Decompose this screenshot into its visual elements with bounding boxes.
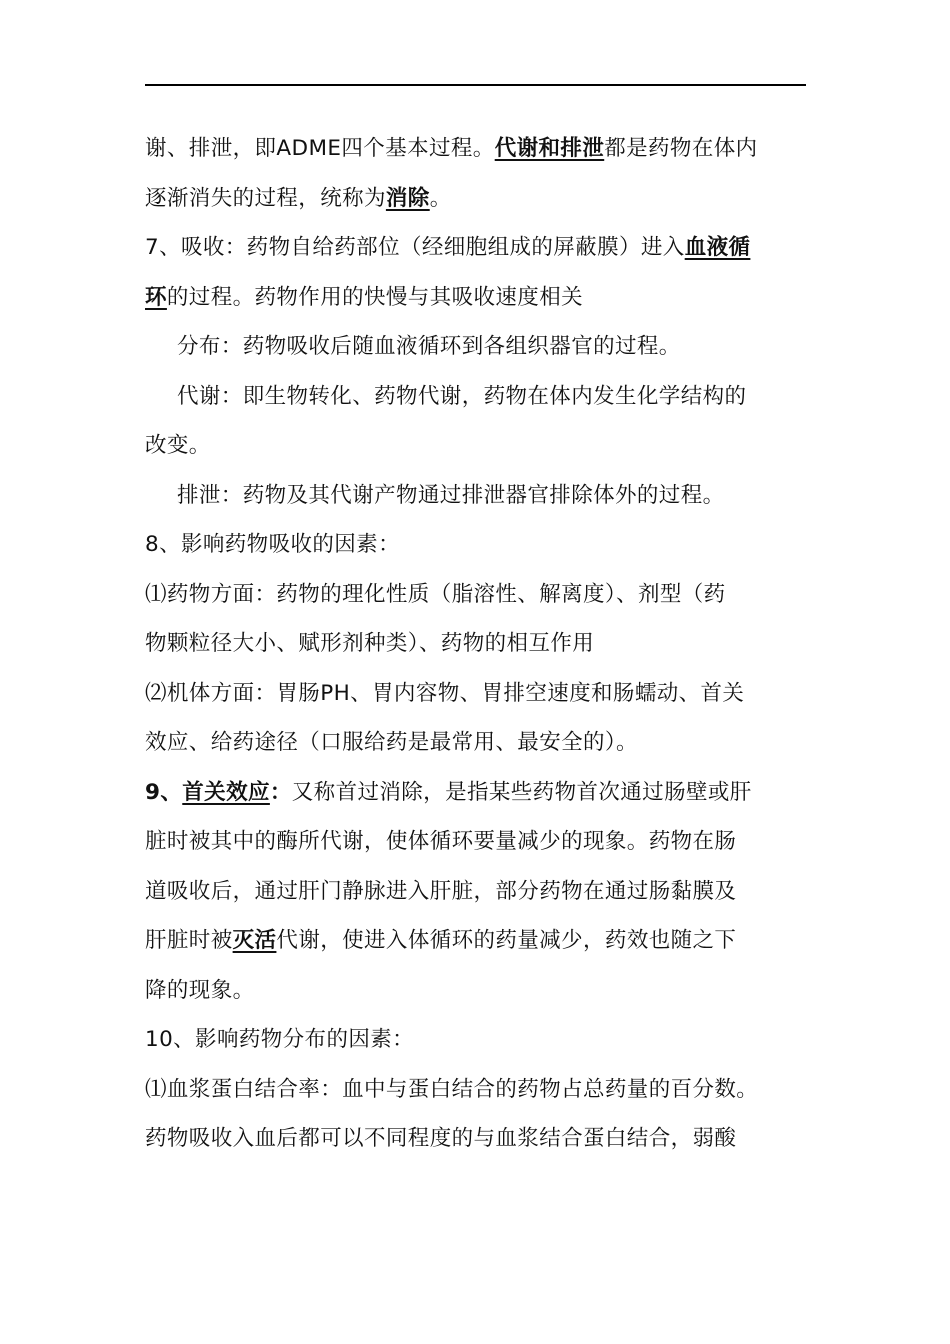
emphasis-term: 环 xyxy=(145,284,167,310)
text-span: 9、 xyxy=(145,779,183,805)
text-line xyxy=(145,867,813,917)
text-span: 分布：药物吸收后随血液循环到各组织器官的过程。 xyxy=(177,334,681,359)
text-span: 逐渐消失的过程，统称为 xyxy=(145,185,386,211)
section-heading xyxy=(145,1015,813,1065)
text-span: 谢、排泄，即ADME四个基本过程。 xyxy=(145,136,495,161)
text-line xyxy=(145,372,813,422)
text-line xyxy=(145,223,813,273)
text-span: 排泄：药物及其代谢产物通过排泄器官排除体外的过程。 xyxy=(177,482,725,508)
text-span: 都是药物在体内 xyxy=(604,136,758,161)
emphasis-term: 血液循 xyxy=(684,235,751,260)
text-line xyxy=(145,817,813,867)
text-span: 肝脏时被 xyxy=(145,928,233,953)
text-line xyxy=(145,1065,813,1115)
text-line xyxy=(145,322,813,372)
text-span: 又称首过消除，是指某些药物首次通过肠壁或肝 xyxy=(291,779,752,805)
text-span: 道吸收后，通过肝门静脉进入肝脏，部分药物在通过肠黏膜及 xyxy=(145,878,737,904)
text-line xyxy=(145,1114,813,1164)
text-span: 药物吸收入血后都可以不同程度的与血浆结合蛋白结合，弱酸 xyxy=(145,1126,737,1151)
text-span: 效应、给药途径（口服给药是最常用、最安全的）。 xyxy=(145,730,638,755)
text-line xyxy=(145,966,813,1016)
text-line xyxy=(145,619,813,669)
text-line xyxy=(145,768,813,818)
emphasis-term: 代谢和排泄 xyxy=(494,136,605,161)
text-span: 7、吸收：药物自给药部位（经细胞组成的屏蔽膜）进入 xyxy=(145,235,685,260)
text-span: ： xyxy=(269,779,292,805)
text-span: 脏时被其中的酶所代谢，使体循环要量减少的现象。药物在肠 xyxy=(145,829,737,854)
text-span: ⑵机体方面：胃肠PH、胃内容物、胃排空速度和肠蠕动、首关 xyxy=(145,680,745,706)
text-line xyxy=(145,273,813,323)
text-span: 代谢，使进入体循环的药量减少，药效也随之下 xyxy=(276,928,737,953)
text-line xyxy=(145,124,813,174)
text-span: ⑴血浆蛋白结合率：血中与蛋白结合的药物占总药量的百分数。 xyxy=(145,1076,759,1102)
text-span: 。 xyxy=(429,185,452,211)
text-line xyxy=(145,174,813,224)
document-body xyxy=(145,124,813,1164)
text-span: 的过程。药物作用的快慢与其吸收速度相关 xyxy=(166,284,584,310)
text-span: 8、影响药物吸收的因素： xyxy=(145,532,400,557)
emphasis-term: 消除 xyxy=(385,185,430,211)
emphasis-term: 灭活 xyxy=(232,928,277,953)
text-line xyxy=(145,471,813,521)
text-span: 物颗粒径大小、赋形剂种类）、药物的相互作用 xyxy=(145,631,595,656)
text-span: ⑴药物方面：药物的理化性质（脂溶性、解离度）、剂型（药 xyxy=(145,581,726,607)
text-line xyxy=(145,916,813,966)
text-line xyxy=(145,718,813,768)
header-rule xyxy=(145,84,806,86)
section-heading xyxy=(145,520,813,570)
text-span: 代谢：即生物转化、药物代谢，药物在体内发生化学结构的 xyxy=(177,383,747,409)
text-span: 10、影响药物分布的因素： xyxy=(145,1027,415,1052)
text-span: 降的现象。 xyxy=(145,977,255,1003)
text-span: 改变。 xyxy=(145,433,211,458)
text-line xyxy=(145,421,813,471)
text-line xyxy=(145,669,813,719)
text-line xyxy=(145,570,813,620)
emphasis-term: 首关效应 xyxy=(182,779,270,805)
